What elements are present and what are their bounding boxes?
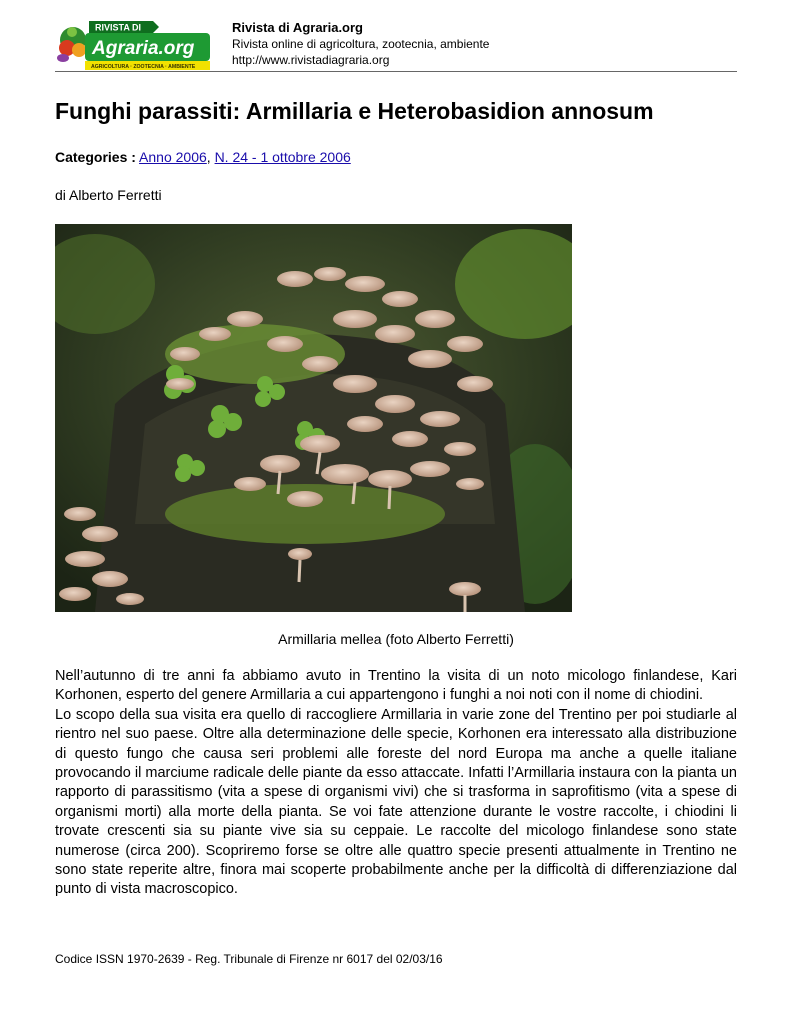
site-tagline: Rivista online di agricoltura, zootecnia, ambiente [232, 37, 490, 51]
paragraph-2: Lo scopo della sua visita era quello di raccogliere Armillaria in varie zone del Trentino per poi studiarle al rientro nel suo paese. Oltre alla determinazione delle specie, Korhonen era interessato alla distribuzione di questo fungo che causa seri problemi alle foreste del nord Europa ma anche a quelle italiane provocando il marciume radicale delle piante da esso attaccate. Infatti l’Armillaria instaura con la pianta un rapporto di parassitismo (vita a spese di organismi vivi) che si trasforma in saprofitismo (vita a spese di organismi morti) alla morte della pianta. Se voi fate attenzione durante le vostre raccolte, i chiodini li trovate crescenti sia su piante vive sia su ceppaie. Le raccolte del micologo finlandese sono state numerose (circa 200). Scopriremo forse se oltre alle quattro specie presenti attualmente in Trentino ne sono state reperite altre, finora mai scoperte probabilmente anche per la difficoltà di differenziazione dal punto di vista macroscopico. [55, 706, 737, 898]
article-body [55, 667, 737, 900]
logo-brand-text: Agraria.org [92, 38, 195, 59]
logo-sprout-icon [67, 27, 77, 37]
site-name: Rivista di Agraria.org [232, 20, 363, 35]
article-author: di Alberto Ferretti [55, 187, 162, 203]
article-title: Funghi parassiti: Armillaria e Heterobasidion annosum [55, 98, 654, 124]
header-divider [55, 71, 737, 72]
category-link-issue[interactable]: N. 24 - 1 ottobre 2006 [214, 149, 351, 165]
logo-grape-icon [57, 54, 69, 62]
logo-graphic [55, 18, 212, 72]
site-info [232, 20, 732, 68]
article-photo [55, 224, 572, 612]
category-separator: , [206, 149, 215, 165]
page-footer: Codice ISSN 1970-2639 - Reg. Tribunale di Firenze nr 6017 del 02/03/16 [55, 952, 443, 966]
logo-banner-text: RIVISTA DI [95, 22, 142, 33]
mushroom-photo-illustration [55, 224, 572, 612]
paragraph-1: Nell’autunno di tre anni fa abbiamo avuto in Trentino la visita di un noto micologo finlandese, Kari Korhonen, esperto del genere Armillaria a cui appartengono i funghi a noi noti con il nome di chiodini. [55, 668, 737, 704]
photo-caption: Armillaria mellea (foto Alberto Ferretti) [278, 631, 514, 647]
categories-line [55, 149, 351, 165]
site-url[interactable]: http://www.rivistadiagraria.org [232, 53, 390, 67]
logo-fruit-icon [72, 43, 86, 57]
category-link-year[interactable]: Anno 2006 [139, 149, 207, 165]
categories-label: Categories : [55, 149, 136, 165]
logo-strip-text: AGRICOLTURA · ZOOTECNIA · AMBIENTE [91, 64, 196, 70]
site-logo[interactable] [55, 18, 212, 72]
